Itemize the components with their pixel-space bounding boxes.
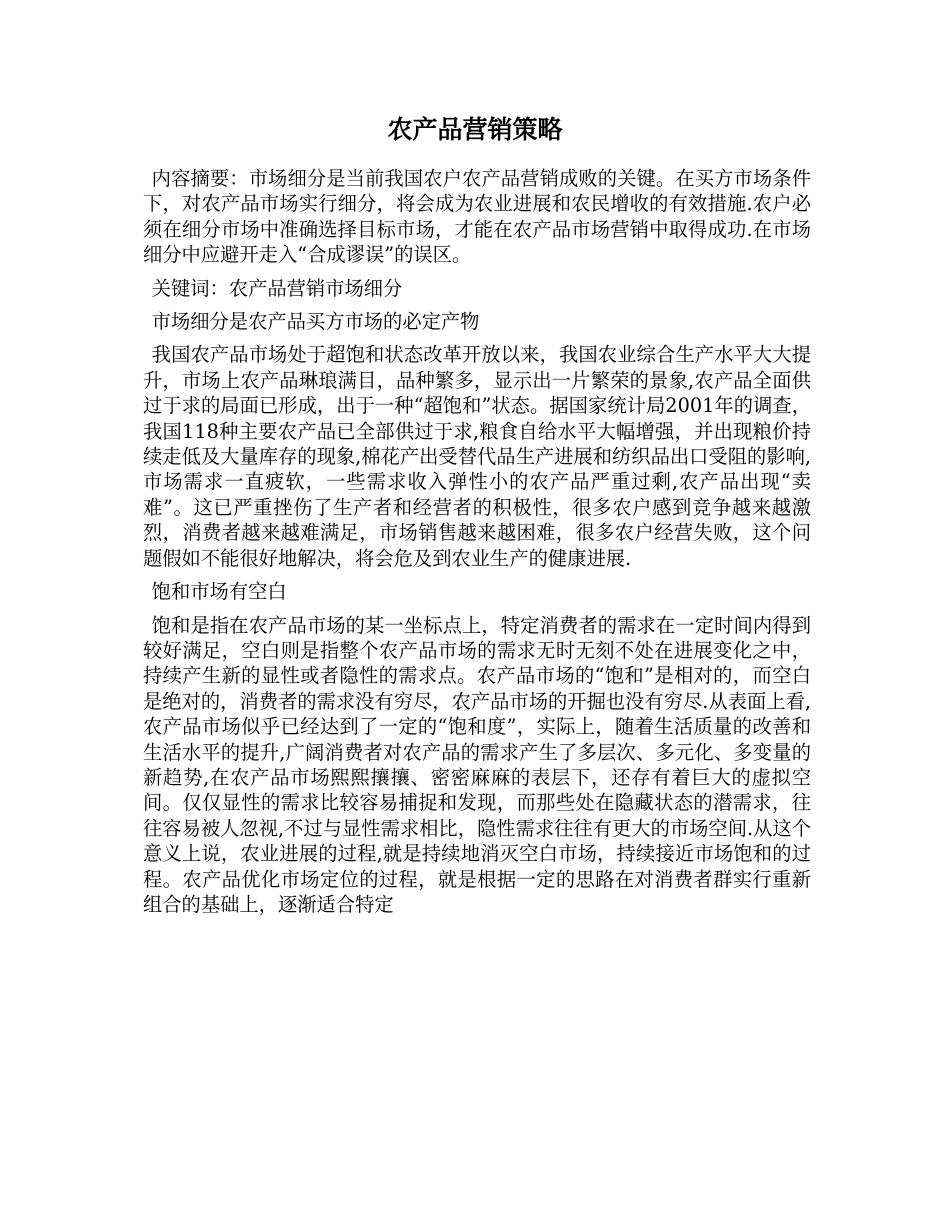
section-heading: 市场细分是农产品买方市场的必定产物 [151,310,480,334]
keywords-line: 关键词：农产品营销市场细分 [151,276,403,300]
body-paragraph: 饱和是指在农产品市场的某一坐标点上，特定消费者的需求在一定时间内得到较好满足，空白则是指整个农产品市场的需求无时无刻不处在进展变化之中，持续产生新的显性或者隐性的需求点。农产品市场的“饱和”是相对的，而空白是绝对的，消费者的需求没有穷尽，农产品市场的开掘也没有穷尽.从表面上看,农产品市场似乎已经达到了一定的“饱和度”，实际上，随着生活质量的改善和生活水平的提升,广阔消费者对农产品的需求产生了多层次、多元化、多变量的新趋势,在农产品市场熙熙攘攘、密密麻麻的表层下，还存有着巨大的虚拟空间。仅仅显性的需求比较容易捕捉和发现，而那些处在隐藏状态的潜需求，往往容易被人忽视,不过与显性需求相比，隐性需求往往有更大的市场空间.从这个意义上说，农业进展的过程,就是持续地消灭空白市场，持续接近市场饱和的过程。农产品优化市场定位的过程，就是根据一定的思路在对消费者群实行重新组合的基础上，逐渐适合特定 [143,613,811,916]
body-paragraph: 我国农产品市场处于超饱和状态改革开放以来，我国农业综合生产水平大大提升，市场上农产品琳琅满目，品种繁多，显示出一片繁荣的景象,农产品全面供过于求的局面已形成，出于一种“超饱和”状态。据国家统计局2001年的调查，我国118种主要农产品已全部供过于求,粮食自给水平大幅增强，并出现粮价持续走低及大量库存的现象,棉花产出受替代品生产进展和纺织品出口受阻的影响,市场需求一直疲软，一些需求收入弹性小的农产品严重过剩,农产品出现“卖难”。这已严重挫伤了生产者和经营者的积极性，很多农户感到竞争越来越激烈，消费者越来越难满足，市场销售越来越困难，很多农户经营失败，这个问题假如不能很好地解决，将会危及到农业生产的健康进展. [143,343,811,570]
section-heading: 饱和市场有空白 [151,580,287,604]
document-title: 农产品营销策略 [387,115,563,144]
document-body [143,166,811,925]
abstract-paragraph: 内容摘要：市场细分是当前我国农户农产品营销成败的关键。在买方市场条件下，对农产品市场实行细分，将会成为农业进展和农民增收的有效措施.农户必须在细分市场中准确选择目标市场，才能在农产品市场营销中取得成功.在市场细分中应避开走入“合成谬误”的误区。 [143,167,811,267]
